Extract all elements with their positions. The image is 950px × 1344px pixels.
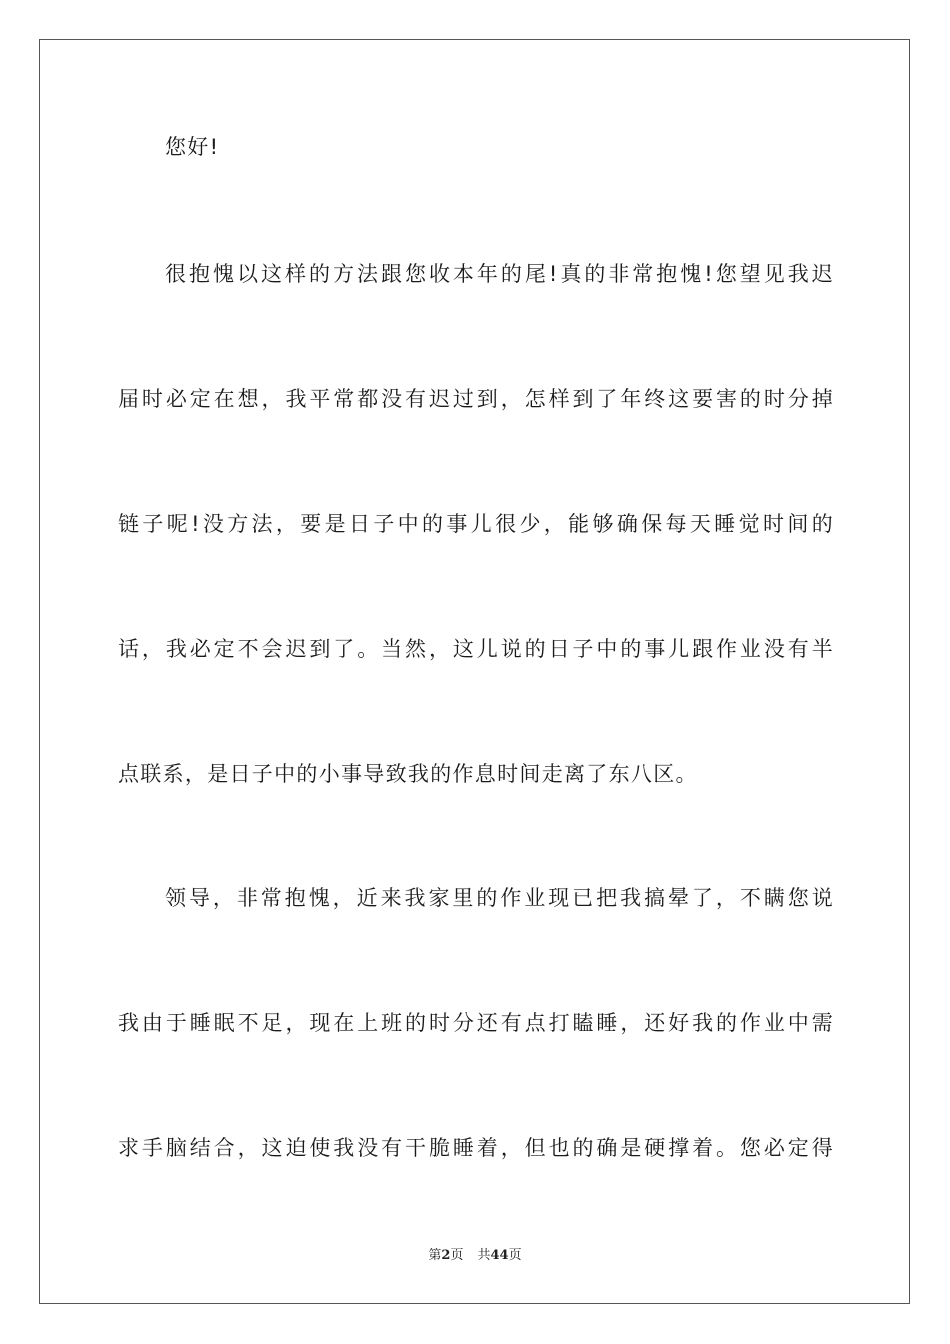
paragraph-1-line-3: 链子呢!没方法，要是日子中的事儿很少，能够确保每天睡觉时间的 [118, 512, 834, 536]
paragraph-1-line-5: 点联系，是日子中的小事导致我的作息时间走离了东八区。 [118, 762, 698, 786]
paragraph-1-line-4: 话，我必定不会迟到了。当然，这儿说的日子中的事儿跟作业没有半 [118, 637, 834, 661]
paragraph-1-line-1: 很抱愧以这样的方法跟您收本年的尾!真的非常抱愧!您望见我迟 [165, 262, 834, 286]
page-number: 2 [441, 1248, 451, 1263]
greeting-line: 您好! [165, 135, 220, 159]
total-prefix: 共 [477, 1248, 491, 1263]
page-border [39, 39, 910, 1304]
page-footer [0, 1247, 950, 1265]
total-pages: 44 [490, 1248, 509, 1263]
paragraph-2-line-2: 我由于睡眠不足，现在上班的时分还有点打瞌睡，还好我的作业中需 [118, 1011, 834, 1035]
paragraph-2-line-3: 求手脑结合，这迫使我没有干脆睡着，但也的确是硬撑着。您必定得 [118, 1136, 834, 1160]
paragraph-2-line-1: 领导，非常抱愧，近来我家里的作业现已把我搞晕了，不瞒您说 [165, 886, 834, 910]
page-suffix: 页 [450, 1248, 464, 1263]
total-suffix: 页 [508, 1248, 522, 1263]
page-prefix: 第 [428, 1248, 442, 1263]
paragraph-1-line-2: 届时必定在想，我平常都没有迟过到，怎样到了年终这要害的时分掉 [118, 387, 834, 411]
